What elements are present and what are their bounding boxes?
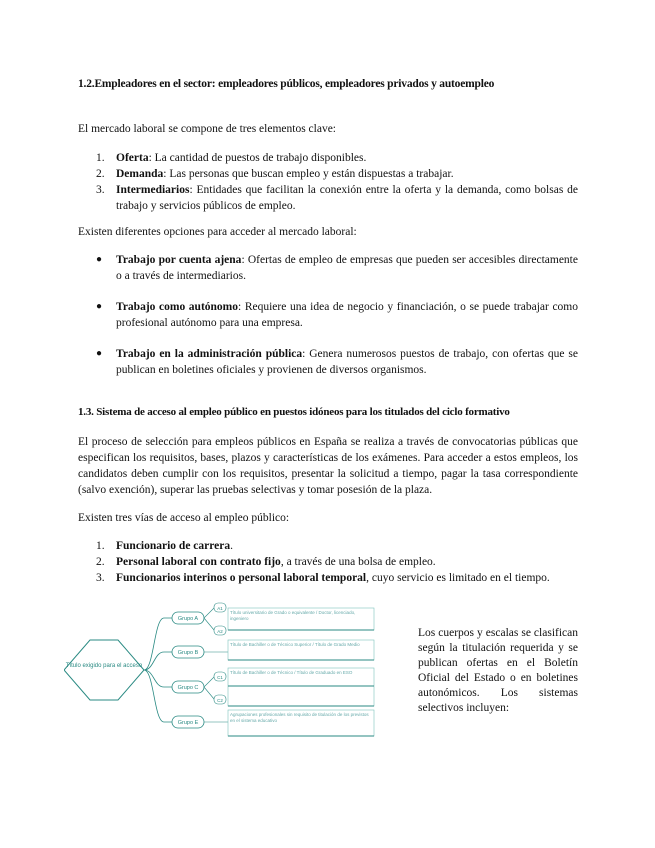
list-term: Trabajo como autónomo: [116, 301, 239, 313]
bullet-icon: ●: [96, 301, 103, 312]
list-text: : Las personas que buscan empleo y están dispuestas a trabajar.: [163, 168, 454, 180]
note-text: Título universitario de Grado o equivalente / Doctor, licenciado, ingeniero: [230, 610, 356, 621]
list-text: , a través de una bolsa de empleo.: [280, 556, 436, 568]
list-term: Personal laboral con contrato fijo: [116, 556, 281, 568]
list-number: 1.: [96, 540, 105, 552]
bullet-icon: ●: [96, 254, 103, 265]
list-text: : La cantidad de puestos de trabajo disponibles.: [148, 152, 367, 164]
list-text: : Entidades que facilitan la conexión entre la oferta y la demanda, como bolsas de trabajo y servicios públicos de empleo.: [116, 184, 578, 212]
list-number: 3.: [96, 184, 105, 196]
connector: [144, 652, 172, 670]
bullet-icon: ●: [96, 348, 103, 359]
diagram-svg: [64, 600, 378, 740]
list-text: : Ofertas de empleo de empresas que pueden ser accesibles directamente o a través de intermediarios.: [116, 254, 578, 282]
list-text: : Requiere una idea de negocio y financiación, o se puede trabajar como profesional autónomo para una empresa.: [116, 301, 579, 329]
connector: [204, 608, 214, 630]
list-term: Trabajo por cuenta ajena: [116, 254, 242, 266]
group-label: Grupo B: [177, 650, 199, 656]
group-label: Grupo A: [177, 616, 199, 622]
sub-label: C1: [217, 675, 223, 680]
list-term: Intermediarios: [116, 184, 190, 196]
note-text: Título de Bachiller o de Técnico Superior / Título de Grado Medio: [230, 642, 360, 647]
sub-label: C2: [217, 698, 223, 703]
list-number: 1.: [96, 152, 105, 164]
list-text: , cuyo servicio es limitado en el tiempo.: [366, 572, 550, 584]
section-title-acceso: 1.3. Sistema de acceso al empleo público en puestos idóneos para los titulados del ciclo formativo: [78, 406, 510, 418]
list-term: Demanda: [116, 168, 164, 180]
connector: [204, 677, 214, 699]
list-term: Funcionarios interinos o personal laboral temporal: [116, 572, 367, 584]
list-text: .: [230, 540, 233, 552]
note-text: Agrupaciones profesionales sin requisito de titulación de los previstos en el sistema educativo: [230, 712, 369, 723]
root-shape: [64, 640, 144, 700]
group-label: Grupo C: [177, 685, 199, 691]
intro-paragraph: El mercado laboral se compone de tres elementos clave:: [78, 123, 337, 135]
titulacion-diagram: [64, 600, 378, 740]
options-intro: Existen diferentes opciones para acceder al mercado laboral:: [78, 226, 357, 238]
vias-intro: Existen tres vías de acceso al empleo público:: [78, 512, 290, 524]
process-paragraph: El proceso de selección para empleos públicos en España se realiza a través de convocatorias públicas que especifican los requisitos, bases, plazos y características de los exámenes. Para acceder a estos empleos, los candidatos deben cumplir con los requisitos, presentar la solicitud a tiempo, pagar la tasa correspondiente (salvo exención), superar las pruebas selectivas y tomar posesión de la plaza.: [78, 436, 578, 496]
list-number: 2.: [96, 168, 105, 180]
list-number: 3.: [96, 572, 105, 584]
sub-label: A1: [217, 606, 223, 611]
list-text: : Genera numerosos puestos de trabajo, con ofertas que se publican en boletines oficiales y provienen de diversos organismos.: [116, 348, 578, 376]
connector: [144, 618, 172, 670]
list-term: Oferta: [116, 152, 149, 164]
connector: [144, 670, 172, 722]
sub-label: A2: [217, 629, 223, 634]
list-term: Trabajo en la administración pública: [116, 348, 303, 360]
side-paragraph: Los cuerpos y escalas se clasifican según la titulación requerida y se publican ofertas en el Boletín Oficial del Estado o en boletines autonómicos. Los sistemas selectivos incluyen:: [418, 627, 578, 714]
connector: [144, 670, 172, 687]
note-text: Título de Bachiller o de Técnico / Título de Graduado en ESO: [230, 670, 353, 675]
list-term: Funcionario de carrera: [116, 540, 231, 552]
root-label: Título exigido para el acceso: [65, 663, 143, 669]
list-number: 2.: [96, 556, 105, 568]
section-title-empleadores: 1.2.Empleadores en el sector: empleadores públicos, empleadores privados y autoempleo: [78, 78, 495, 90]
group-label: Grupo E: [177, 720, 199, 726]
